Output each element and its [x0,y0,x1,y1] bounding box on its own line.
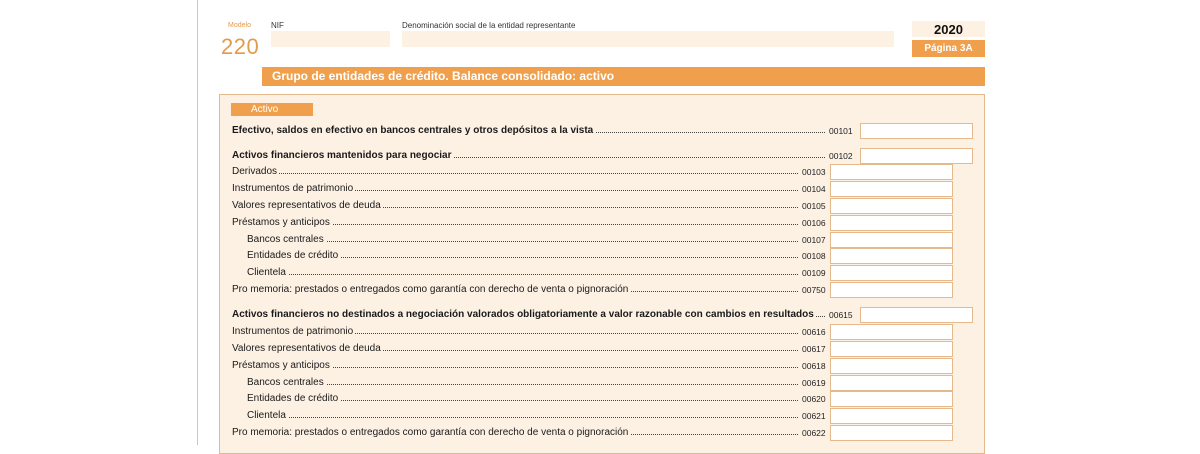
row-label [247,375,798,391]
row-label-text: Activos financieros no destinados a negociación valorados obligatoriamente a valor razonable con cambios en resultados [232,309,814,320]
row-label-text: Valores representativos de deuda [232,200,381,211]
row-label [232,341,798,357]
row-code: 00618 [802,361,826,371]
amount-field[interactable] [830,164,953,180]
form-row [232,324,977,340]
row-label-text: Derivados [232,166,278,177]
row-label-text: Instrumentos de patrimonio [232,183,354,194]
amount-field[interactable] [830,375,953,391]
amount-field[interactable] [830,181,953,197]
row-code: 00620 [802,394,826,404]
form-row [232,307,977,323]
row-label [247,248,798,264]
row-label-text: Préstamos y anticipos [232,360,330,371]
row-label-text: Pro memoria: prestados o entregados como garantía con derecho de venta o pignoración [232,427,629,438]
row-label-text: Clientela [247,410,286,421]
row-label-text: Valores representativos de deuda [232,343,381,354]
form-row [232,164,977,180]
form-row [232,181,977,197]
form-row [232,425,977,441]
row-label-text: Clientela [247,267,286,278]
row-label-text: Activos financieros mantenidos para negociar [232,150,452,161]
form-row [232,123,977,139]
row-code: 00101 [829,126,853,136]
row-label [247,232,798,248]
amount-field[interactable] [860,123,973,139]
form-row [232,282,977,298]
denominacion-field[interactable] [402,31,894,47]
row-code: 00619 [802,378,826,388]
row-code: 00616 [802,327,826,337]
row-code: 00109 [802,268,826,278]
form-row [232,232,977,248]
row-label [232,324,798,340]
page-title: Grupo de entidades de crédito. Balance consolidado: activo [262,67,985,86]
row-code: 00107 [802,235,826,245]
amount-field[interactable] [830,198,953,214]
page-left-border [197,0,198,445]
year-badge: 2020 [912,21,985,37]
row-label-text: Préstamos y anticipos [232,217,330,228]
amount-field[interactable] [860,307,973,323]
form-row [232,408,977,424]
row-code: 00105 [802,201,826,211]
row-code: 00104 [802,184,826,194]
amount-field[interactable] [860,148,973,164]
row-label [232,215,798,231]
row-code: 00102 [829,151,853,161]
row-label [232,307,825,323]
amount-field[interactable] [830,232,953,248]
row-code: 00106 [802,218,826,228]
form-row [232,341,977,357]
row-label [247,391,798,407]
amount-field[interactable] [830,408,953,424]
row-label [232,425,798,441]
row-code: 00622 [802,428,826,438]
row-label-text: Pro memoria: prestados o entregados como garantía con derecho de venta o pignoración [232,284,629,295]
modelo-label: Modelo [228,22,251,29]
row-code: 00108 [802,251,826,261]
amount-field[interactable] [830,282,953,298]
row-label [232,148,825,164]
row-label-text: Entidades de crédito [247,393,339,404]
form-row [232,148,977,164]
section-label: Activo [231,103,313,116]
modelo-number: 220 [221,34,260,59]
row-label [232,181,798,197]
row-code: 00617 [802,344,826,354]
nif-label: NIF [271,21,284,30]
row-label-text: Instrumentos de patrimonio [232,326,354,337]
page-badge: Página 3A [912,40,985,57]
row-code: 00103 [802,167,826,177]
row-label-text: Bancos centrales [247,377,324,388]
form-row [232,215,977,231]
form-row [232,375,977,391]
amount-field[interactable] [830,425,953,441]
amount-field[interactable] [830,391,953,407]
row-code: 00750 [802,285,826,295]
amount-field[interactable] [830,265,953,281]
denominacion-label: Denominación social de la entidad representante [402,21,576,30]
row-label-text: Entidades de crédito [247,250,339,261]
form-row [232,198,977,214]
form-row [232,391,977,407]
amount-field[interactable] [830,358,953,374]
row-code: 00615 [829,310,853,320]
amount-field[interactable] [830,341,953,357]
row-code: 00621 [802,411,826,421]
row-label-text: Bancos centrales [247,234,324,245]
row-label [232,198,798,214]
row-label [247,265,798,281]
row-label [232,164,798,180]
row-label [232,282,798,298]
row-label-text: Efectivo, saldos en efectivo en bancos centrales y otros depósitos a la vista [232,125,594,136]
nif-field[interactable] [271,31,390,47]
row-label [232,358,798,374]
amount-field[interactable] [830,215,953,231]
form-row [232,358,977,374]
form-row [232,248,977,264]
row-label [232,123,825,139]
row-label [247,408,798,424]
amount-field[interactable] [830,324,953,340]
amount-field[interactable] [830,248,953,264]
form-row [232,265,977,281]
